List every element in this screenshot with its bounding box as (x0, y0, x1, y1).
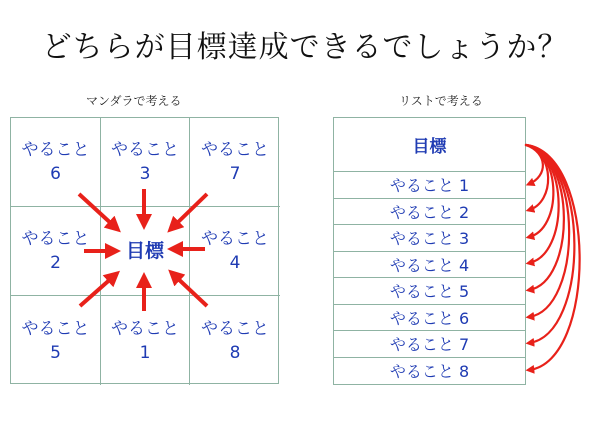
list-arrow-to-item-5 (526, 145, 564, 290)
list-item: やること 1 (334, 172, 525, 199)
mandala-cell-number: 5 (50, 342, 61, 363)
list-item: やること 3 (334, 225, 525, 252)
mandala-cell-number: 1 (139, 342, 151, 363)
mandala-cell-1 (101, 296, 190, 385)
list-item: やること 5 (334, 278, 525, 305)
mandala-cell-5 (11, 296, 101, 385)
list-arrow-to-item-8 (526, 145, 580, 370)
mandala-cell-label: やること (21, 229, 90, 249)
list-item: やること 2 (334, 199, 525, 226)
mandala-cell-label: やること (111, 140, 179, 160)
mandala-grid (10, 117, 279, 384)
mandala-cell-number: 3 (139, 164, 151, 184)
mandala-cell-number: 4 (229, 253, 241, 273)
list-caption: リストで考える (399, 94, 483, 108)
list-item: やること 8 (389, 362, 470, 382)
list-arrow-to-item-1 (526, 145, 543, 184)
mandala-cell-number: 2 (50, 253, 61, 273)
mandala-goal-label: 目標 (125, 240, 164, 262)
list-arrow-to-item-6 (526, 145, 569, 317)
list-arrow-to-item-2 (526, 145, 548, 210)
mandala-cell-label: やること (111, 318, 179, 339)
mandala-cell-4 (190, 207, 280, 296)
mandala-cell-label: やること (201, 318, 269, 339)
slide-title: どちらが目標達成できるでしょうか？ (41, 30, 569, 65)
mandala-cell-3 (101, 118, 190, 207)
mandala-cell-6 (11, 118, 101, 207)
mandala-goal-center (101, 207, 190, 296)
mandala-cell-label: やること (201, 229, 269, 249)
mandala-cell-7 (190, 118, 280, 207)
list-item: やること 7 (334, 331, 525, 358)
list-goal: 目標 (334, 118, 525, 172)
mandala-cell-label: やること (21, 140, 90, 160)
mandala-cell-2 (11, 207, 101, 296)
mandala-cell-label: やること (21, 318, 90, 339)
list-item: やること 4 (334, 252, 525, 279)
mandala-cell-number: 8 (229, 342, 241, 363)
list-item: やること 6 (334, 305, 525, 332)
list-arrow-to-item-3 (526, 145, 553, 237)
mandala-cell-8 (190, 296, 280, 385)
list-arrow-to-item-4 (526, 145, 559, 263)
todo-list (333, 117, 526, 385)
mandala-cell-number: 6 (50, 164, 61, 184)
mandala-cell-label: やること (201, 140, 269, 160)
mandala-caption: マンダラで考える (86, 94, 182, 108)
list-arrow-to-item-7 (526, 145, 574, 343)
mandala-cell-number: 7 (229, 164, 241, 184)
